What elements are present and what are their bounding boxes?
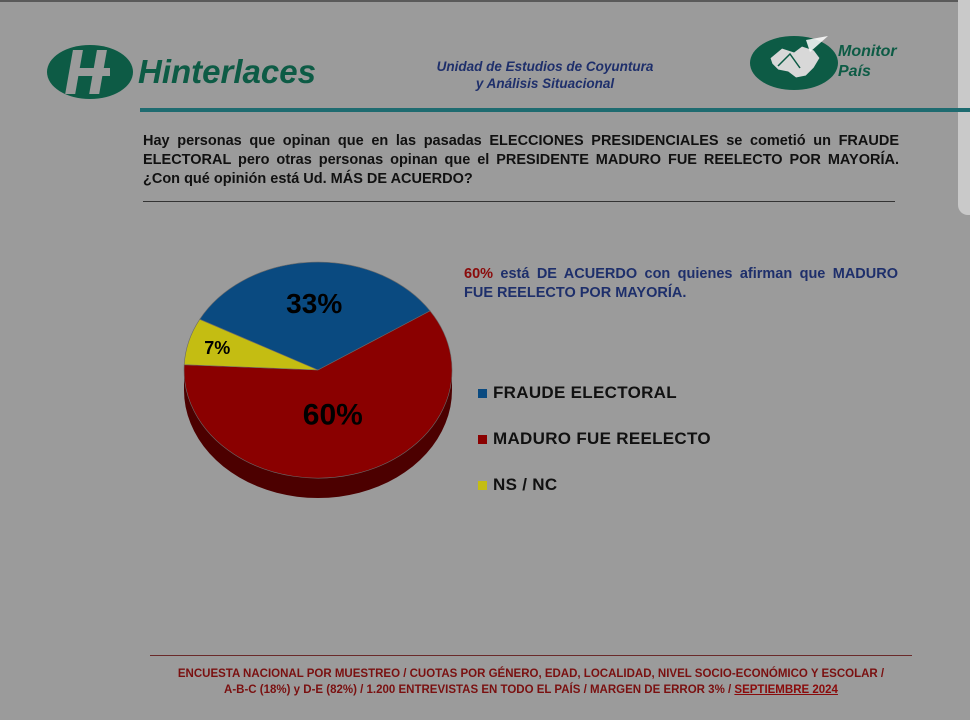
legend-label: NS / NC: [493, 475, 558, 494]
venezuela-map-icon: [748, 32, 840, 92]
legend-swatch: [478, 389, 487, 398]
header-divider: [140, 108, 970, 112]
legend-swatch: [478, 481, 487, 490]
legend-label: FRAUDE ELECTORAL: [493, 383, 677, 402]
note-percentage: 60%: [464, 266, 494, 282]
legend-item: [478, 370, 711, 416]
methodology-footer: [150, 666, 912, 698]
legend-label: MADURO FUE REELECTO: [493, 429, 711, 448]
footer-line-2: A-B-C (18%) y D-E (82%) / 1.200 ENTREVISTAS EN TODO EL PAÍS / MARGEN DE ERROR 3% /: [224, 684, 732, 696]
footer-line-1: ENCUESTA NACIONAL POR MUESTREO / CUOTAS POR GÉNERO, EDAD, LOCALIDAD, NIVEL SOCIO-ECONÓMICO Y ESCOLAR /: [177, 668, 885, 680]
monitor-pais-logo: [748, 32, 897, 92]
top-border: [0, 0, 970, 2]
pie-label-0: 33%: [286, 287, 343, 319]
unit-title: [404, 58, 686, 92]
survey-question: Hay personas que opinan que en las pasadas ELECCIONES PRESIDENCIALES se cometió un FRAUDE ELECTORAL pero otras personas opinan que el PRESIDENTE MADURO FUE REELECTO POR MAYORÍA. ¿Con qué opinión está Ud. MÁS DE ACUERDO?: [143, 133, 899, 187]
monitor-line-2: País: [838, 63, 871, 80]
highlight-note: [464, 265, 898, 303]
legend-swatch: [478, 435, 487, 444]
brand-name: Hinterlaces: [138, 53, 316, 90]
question-divider: [143, 201, 895, 202]
pie-label-2: 7%: [204, 337, 231, 358]
footer-date: SEPTIEMBRE 2024: [734, 684, 838, 696]
note-text: está DE ACUERDO con quienes afirman que MADURO FUE REELECTO POR MAYORÍA.: [464, 266, 899, 301]
hinterlaces-emblem-icon: [46, 44, 134, 100]
pie-label-1: 60%: [302, 398, 363, 432]
hinterlaces-logo: [46, 44, 316, 100]
chart-legend: [478, 370, 711, 508]
footer-divider: [150, 655, 912, 656]
monitor-line-1: Monitor: [838, 43, 897, 60]
unit-line-1: Unidad de Estudios de Coyuntura: [436, 59, 654, 74]
pie-chart: [178, 258, 468, 508]
unit-line-2: y Análisis Situacional: [475, 76, 615, 91]
legend-item: [478, 416, 711, 462]
legend-item: [478, 462, 711, 508]
